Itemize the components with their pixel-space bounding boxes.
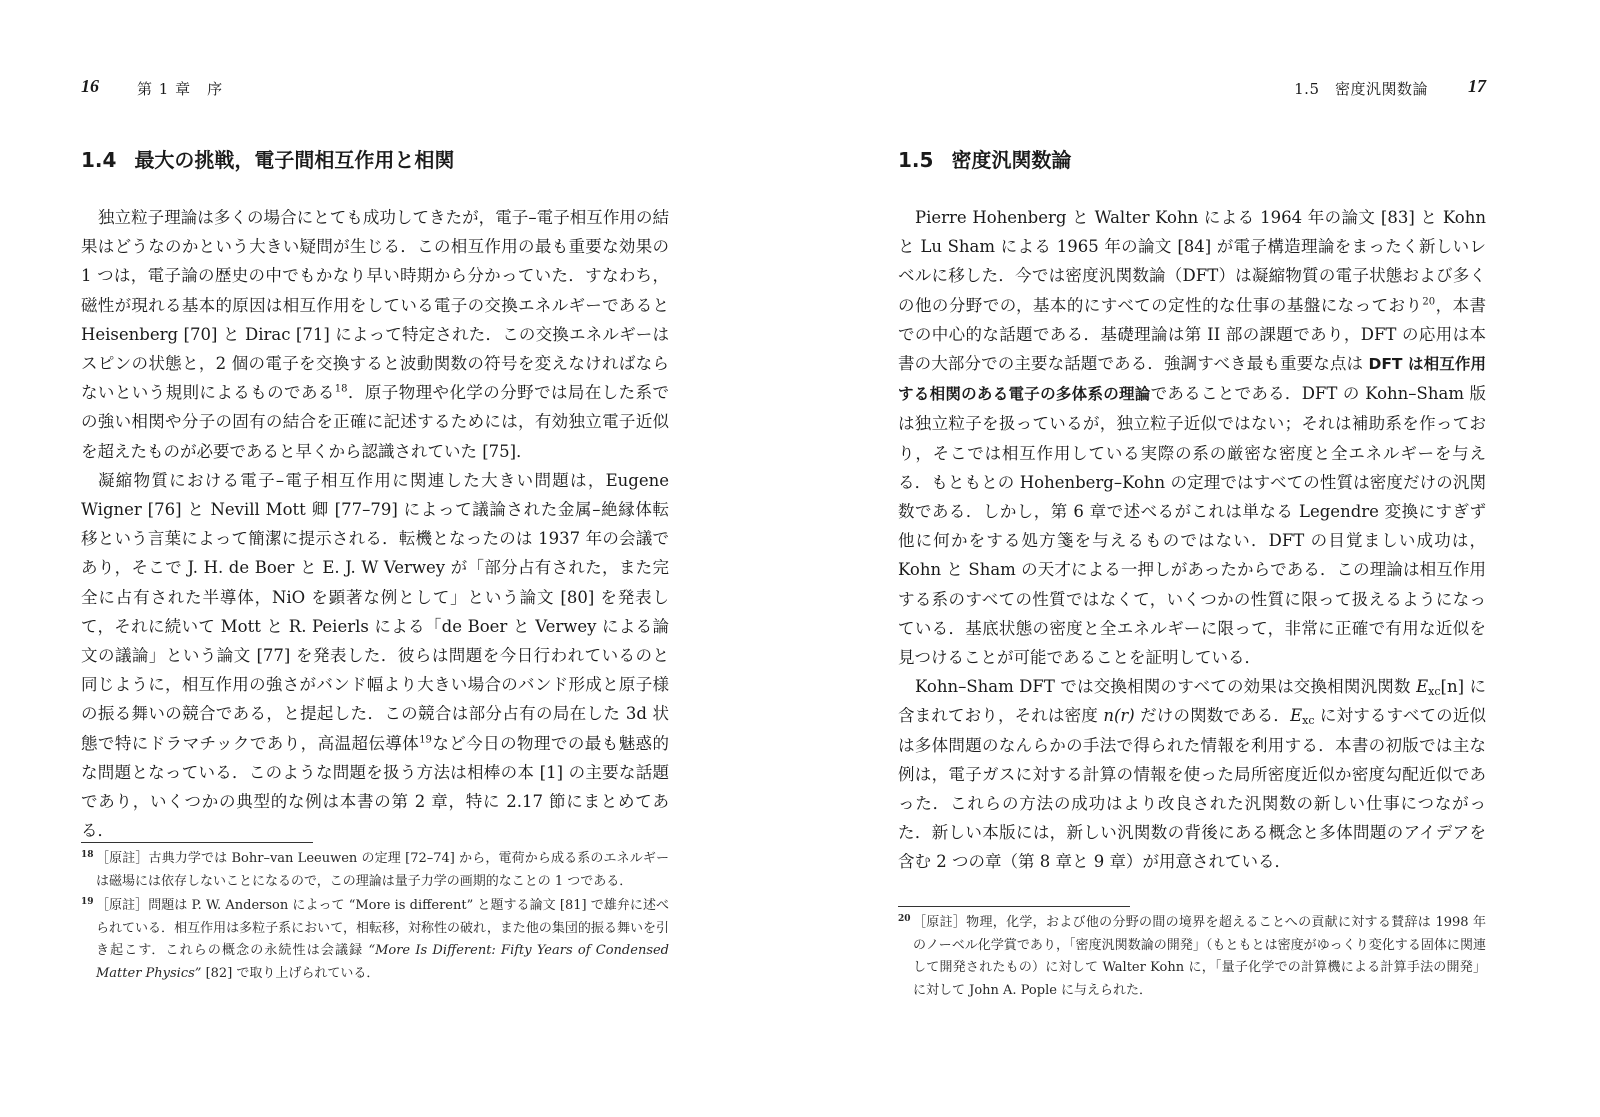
footnote-ref[interactable]: 18 [334,383,348,395]
text-run: 独立粒子理論は多くの場合にとても成功してきたが，電子–電子相互作用の結果はどうなのかという大きい疑問が生じる．この相互作用の最も重要な効果の 1 つは，電子論の歴史の中でもかなり早い時期から分かっていた．すなわち，磁性が現れる基本的原因は相互作用をしている電子の交換エネルギーであると Heisenberg [70] と Dirac [71] によって特定された．この交換エネルギーはスピンの状態と，2 個の電子を交換すると波動関数の符号を変えなければならないという規則によるものである [81,208,670,403]
paragraph [81,466,669,846]
paragraph [898,672,1486,876]
math-subscript: xc [1428,685,1441,699]
running-head: 1.5 密度汎関数論 [1294,80,1428,98]
footnote-mark: 20 [898,914,911,924]
section-title: 密度汎関数論 [951,148,1072,172]
text-run: に含まれており，それは密度 [898,677,1486,726]
footnote-rule [81,842,313,843]
footnote-text: ［原註］問題は P. W. Anderson によって “More is different” と題する論文 [81] で雄弁に述べられている．相互作用は多粒子系において，相転移，対称性の破れ，また他の集団的振る舞いを引き起こす．これらの概念の永続性は会議録 [96,898,669,958]
footnotes [898,912,1486,1004]
section-heading [898,144,1071,173]
body-text [81,203,669,845]
text-run: Kohn–Sham DFT では交換相関のすべての効果は交換相関汎関数 [915,677,1417,697]
footnote-mark: 19 [81,897,94,907]
text-run: ，本書での中心的な話題である．基礎理論は第 II 部の課題であり，DFT の応用は本書の大部分での主要な話題である．強調すべき最も重要な点は [898,295,1487,374]
left-page [81,0,669,1117]
text-run: Pierre Hohenberg と Walter Kohn による 1964 年の論文 [83] と Kohn と Lu Sham による 1965 年の論文 [84] が電子構造理論をまったく新しいレベルに移した．今では密度汎関数論（DFT）は凝縮物質の電子状態および多くの他の分野での，基本的にすべての定性的な仕事の基盤になっており [898,208,1486,315]
footnote-text: ［原註］古典力学では Bohr–van Leeuwen の定理 [72–74] から，電荷から成る系のエネルギーは磁場には依存しないことになるので，この理論は量子力学の画期的なことの 1 つである． [96,851,669,889]
math-symbol: E [1290,706,1303,726]
paragraph [81,203,669,466]
right-page-header [898,76,1486,104]
footnote-ref[interactable]: 20 [1422,296,1436,308]
footnote [81,895,669,985]
math-subscript: xc [1302,714,1315,728]
text-run: 凝縮物質における電子–電子相互作用に関連した大きい問題は，Eugene Wigner [76] と Nevill Mott 卿 [77–79] によって議論された金属–絶縁体転移という言葉によって簡潔に提示される．転機となったのは 1937 年の会議であり，そこで J. H. de Boer と E. J. W Verwey が「部分占有された，また完全に占有された半導体，NiO を顕著な例として」という論文 [80] を発表して，それに続いて Mott と R. Peierls による「de Boer と Verwey による論文の議論」という論文 [77] を発表した．彼らは問題を今日行われているのと同じように，相互作用の強さがバンド幅より大きい場合のバンド形成と原子様の振る舞いの競合である，と提起した．この競合は部分占有の局在した 3d 状態で特にドラマチックであり，高温超伝導体 [81,470,669,753]
paragraph [898,203,1486,672]
text-run: であることである．DFT の Kohn–Sham 版は独立粒子を扱っているが，独立粒子近似ではない；それは補助系を作っており，そこでは相互作用している実際の系の厳密な密度と全エネルギーを与える．もともとの Hohenberg–Kohn の定理ではすべての性質は密度だけの汎関数である．しかし，第 6 章で述べるがこれは単なる Legendre 変換にすぎず他に何かをする処方箋を与えるものではない．DFT の目覚ましい成功は，Kohn と Sham の天才による一押しがあったからである．この理論は相互作用する系のすべての性質ではなくて，いくつかの性質に限って扱えるようになっている．基底状態の密度と全エネルギーに限って，非常に正確で有用な近似を見つけることが可能であることを証明している． [898,384,1486,668]
text-run: だけの関数である． [1134,706,1291,726]
proceedings-title: “More Is Different: Fifty Years of Condensed Matter Physics” [96,943,669,981]
footnote-text: [82] で取り上げられている． [201,965,380,981]
section-heading [81,144,454,173]
text-run: など今日の物理での最も魅惑的な問題となっている．このような問題を扱う方法は相棒の本 [1] の主要な話題であり，いくつかの典型的な例は本書の第 2 章，特に 2.17 節にまとめてある． [81,733,669,841]
math-argument: [n] [1440,677,1465,697]
page-number: 16 [81,76,99,96]
math-symbol: n(r) [1103,706,1135,726]
running-head: 第 1 章 序 [137,80,224,98]
footnote-ref[interactable]: 19 [419,734,432,746]
footnote-mark: 18 [81,850,94,860]
page-number: 17 [1468,76,1486,96]
footnote-rule [898,906,1130,907]
section-number: 1.4 [81,148,117,172]
emphasized-text: DFT は相互作用する相関のある電子の多体系の理論 [898,355,1486,404]
left-page-header [81,76,669,104]
right-page [898,0,1486,1117]
text-run: に対するすべての近似は多体問題のなんらかの手法で得られた情報を利用する．本書の初版では主な例は，電子ガスに対する計算の情報を使った局所密度近似か密度勾配近似であった．これらの方法の成功はより改良された汎関数の新しい仕事につながった．新しい本版には，新しい汎関数の背後にある概念と多体問題のアイデアを含む 2 つの章（第 8 章と 9 章）が用意されている． [898,706,1486,872]
math-symbol: E [1416,677,1429,697]
section-title: 最大の挑戦，電子間相互作用と相関 [134,148,455,172]
section-number: 1.5 [898,148,934,172]
footnote [81,848,669,893]
body-text [898,203,1486,877]
footnotes [81,848,669,987]
text-run: ．原子物理や化学の分野では局在した系での強い相関や分子の固有の結合を正確に記述するためには，有効独立電子近似を超えたものが必要であると早くから認識されていた [75]． [81,383,670,461]
footnote-text: ［原註］物理，化学，および他の分野の間の境界を超えることへの貢献に対する賛辞は 1998 年のノーベル化学賞であり，「密度汎関数論の開発」（もともとは密度がゆっくり変化する固体に関連して開発されたもの）に対して Walter Kohn に，「量子化学での計算機による計算手法の開発」に対して John A. Pople に与えられた． [913,915,1486,998]
footnote [898,912,1486,1002]
